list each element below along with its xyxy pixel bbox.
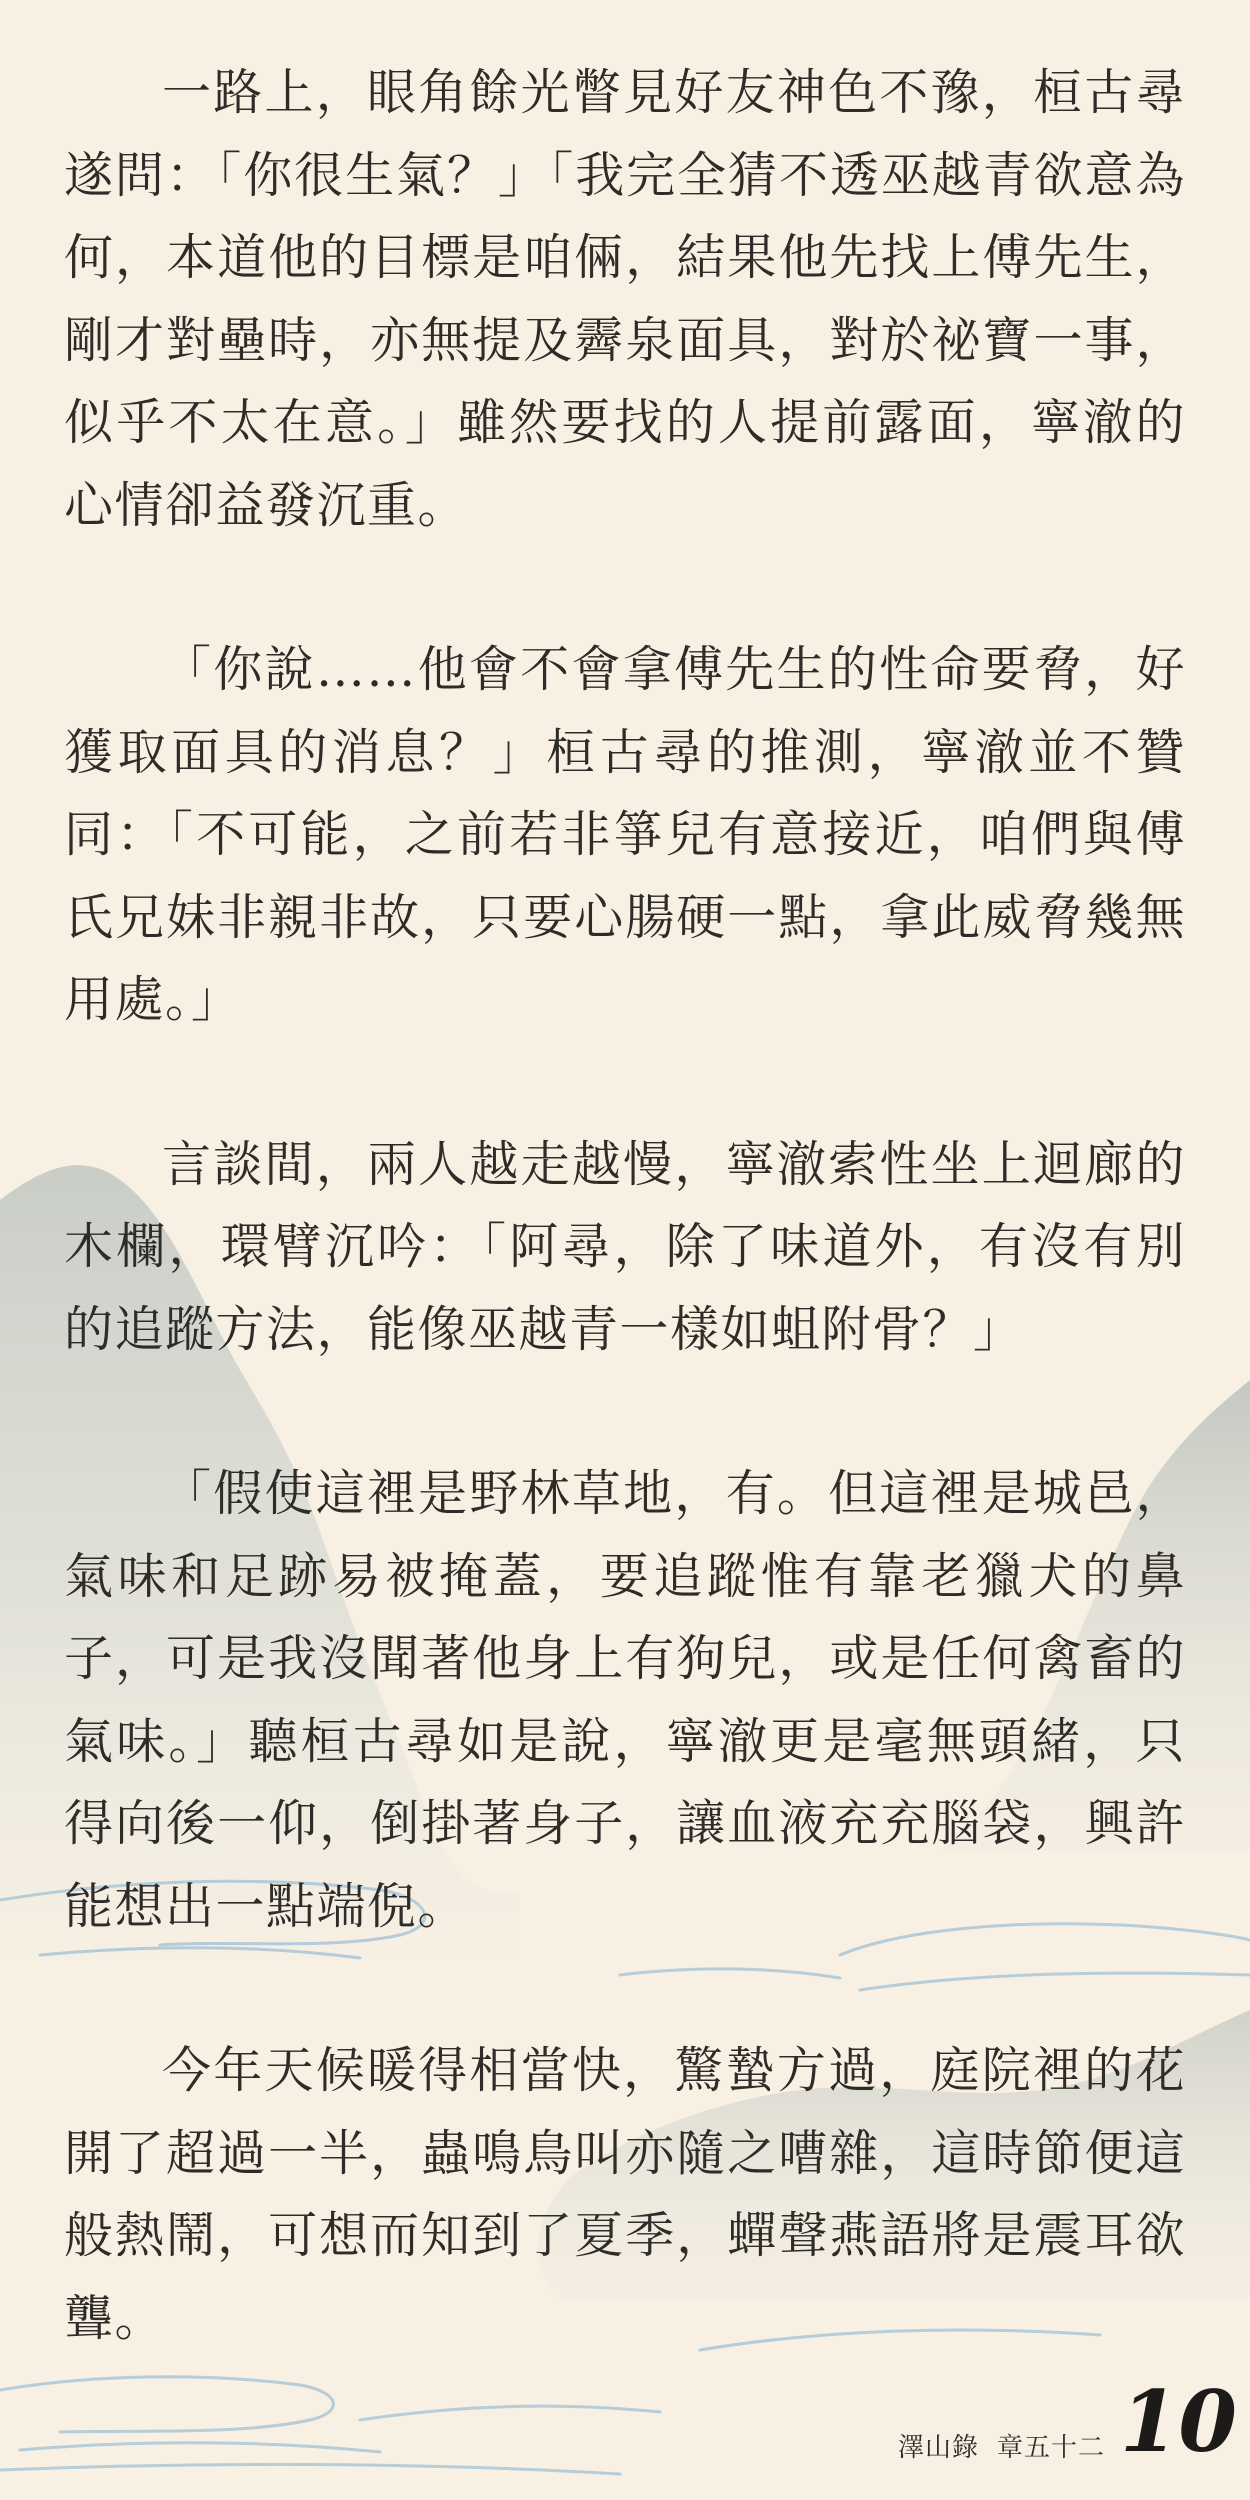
article-body [64, 52, 1186, 2360]
paragraph-gap [64, 1948, 1186, 2030]
page-footer [0, 2372, 1250, 2475]
page-number: 10 [1120, 2372, 1237, 2471]
paragraph-gap [64, 1042, 1186, 1124]
paragraph-4: 「假使這裡是野林草地，有。但這裡是城邑，氣味和足跡易被掩蓋，要追蹤惟有靠老獵犬的鼻子，可是我沒聞著他身上有狗兒，或是任何禽畜的氣味。」聽桓古尋如是說，寧澈更是毫無頭緒，只得向後一仰，倒掛著身子，讓血液充充腦袋，興許能想出一點端倪。 [64, 1465, 1186, 1935]
paragraph-gap [64, 547, 1186, 629]
chapter-label: 章五十二 [997, 2433, 1106, 2463]
book-title: 澤山錄 [898, 2433, 980, 2463]
book-info [898, 2427, 1105, 2464]
paragraph-5: 今年天候暖得相當快，驚蟄方過，庭院裡的花開了超過一半，蟲鳴鳥叫亦隨之嘈雜，這時節便這般熱鬧，可想而知到了夏季，蟬聲燕語將是震耳欲聾。 [64, 2042, 1186, 2347]
paragraph-2: 「你說……他會不會拿傅先生的性命要脅，好獲取面具的消息？」桓古尋的推測，寧澈並不贊同：「不可能，之前若非箏兒有意接近，咱們與傅氏兄妹非親非故，只要心腸硬一點，拿此威脅幾無用處。」 [64, 641, 1186, 1028]
paragraph-1: 一路上，眼角餘光瞥見好友神色不豫，桓古尋遂問：「你很生氣？」「我完全猜不透巫越青欲意為何，本道他的目標是咱倆，結果他先找上傅先生，剛才對壘時，亦無提及霽泉面具，對於祕寶一事，似乎不太在意。」雖然要找的人提前露面，寧澈的心情卻益發沉重。 [64, 64, 1186, 534]
paragraph-3: 言談間，兩人越走越慢，寧澈索性坐上迴廊的木欄，環臂沉吟：「阿尋，除了味道外，有沒有別的追蹤方法，能像巫越青一樣如蛆附骨？」 [64, 1135, 1186, 1358]
paragraph-gap [64, 1371, 1186, 1453]
